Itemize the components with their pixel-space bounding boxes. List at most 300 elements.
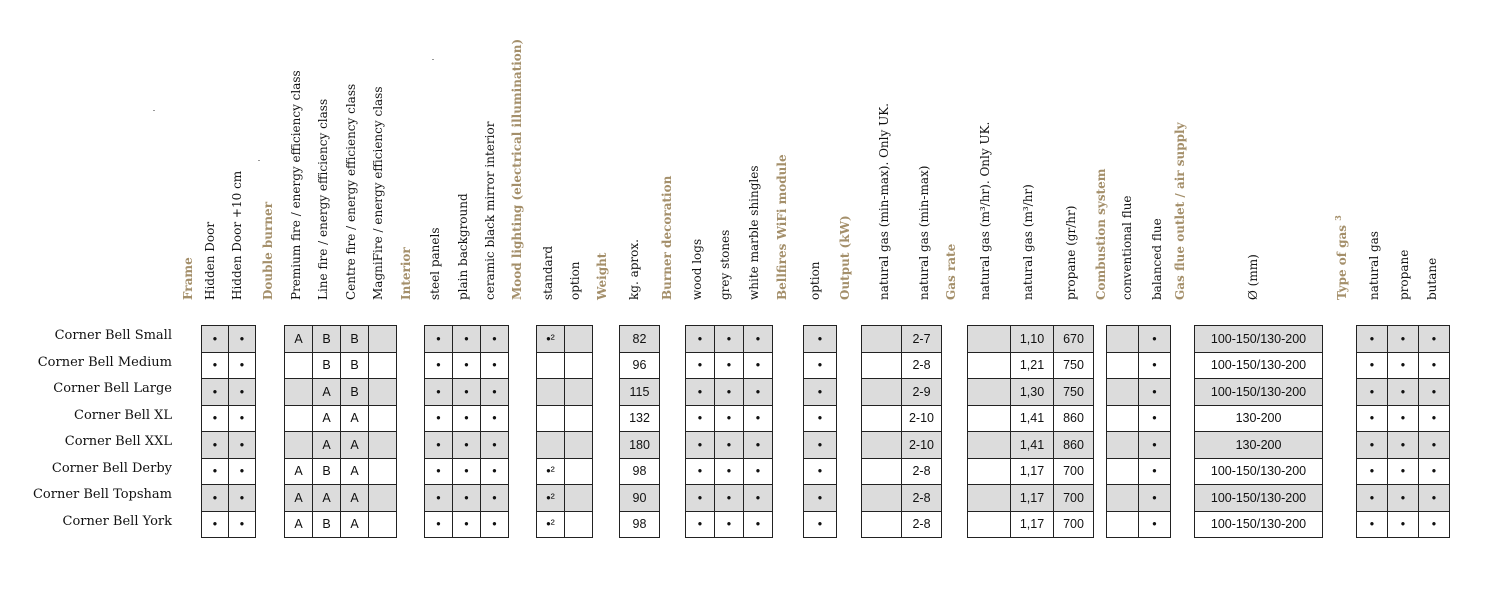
mood-cell [537,352,565,379]
burner-table [284,325,397,538]
rate-cell [968,326,1011,353]
frame-cell: • [229,485,256,512]
comb-cell: • [1139,511,1171,538]
comb-cell [1107,458,1139,485]
flue-table [1194,325,1323,538]
rate-cell: 1,30 [1011,379,1054,406]
deco-cell: • [715,352,744,379]
rate-cell [968,458,1011,485]
table-row [537,326,593,353]
table-row [285,511,397,538]
deco-cell: • [744,458,773,485]
rate-cell [968,485,1011,512]
table-row [425,458,509,485]
mood-cell: •² [537,326,565,353]
header-kg-aprox: kg. aprox. [627,239,641,300]
gas-cell: • [1357,432,1388,459]
table-row [620,326,660,353]
table-row [620,432,660,459]
gas-cell: • [1388,432,1419,459]
comb-cell [1107,405,1139,432]
interior-cell: • [425,405,453,432]
header-gas-flue-outlet: Gas flue outlet / air supply [1173,122,1187,300]
table-row [804,326,837,353]
deco-cell: • [744,379,773,406]
header-standard: standard [541,245,555,300]
weight-cell: 96 [620,352,660,379]
deco-cell: • [744,326,773,353]
header-type-of-gas [1335,215,1349,300]
header-combustion: Combustion system [1094,168,1108,300]
row-label: Corner Bell Topsham [32,487,172,502]
rate-cell: 1,17 [1011,485,1054,512]
table-row [425,485,509,512]
wifi-cell: • [804,485,837,512]
deco-cell: • [744,405,773,432]
frame-cell: • [229,405,256,432]
frame-cell: • [202,352,229,379]
burner-cell [369,458,397,485]
comb-cell: • [1139,326,1171,353]
burner-cell [285,405,313,432]
table-row [1107,326,1171,353]
table-row [202,326,256,353]
interior-cell: • [481,458,509,485]
frame-cell: • [229,379,256,406]
output-cell: 2-10 [902,432,942,459]
gas-cell: • [1388,458,1419,485]
table-row [285,432,397,459]
table-row [686,511,773,538]
type-of-gas-sup: 3 [1333,215,1343,221]
mood-cell [565,511,593,538]
header-output-ng-uk: natural gas (min-max). Only UK. [877,103,891,300]
table-row [425,352,509,379]
frame-cell: • [202,458,229,485]
burner-cell: B [313,352,341,379]
rate-cell: 1,41 [1011,405,1054,432]
header-centre-fire: Centre fire / energy efficiency class [344,83,358,300]
comb-cell [1107,511,1139,538]
header-premium-fire: Premium fire / energy efficiency class [289,70,303,300]
interior-cell: • [453,511,481,538]
wifi-cell: • [804,511,837,538]
burner-cell: A [341,432,369,459]
speck-mark [153,110,155,111]
output-cell [862,405,902,432]
weight-cell: 132 [620,405,660,432]
mood-cell [565,405,593,432]
table-row [686,405,773,432]
rate-cell: 860 [1054,405,1094,432]
mood-table [536,325,593,538]
interior-cell: • [481,485,509,512]
header-conventional-flue: conventional flue [1120,195,1134,300]
table-row [1357,326,1450,353]
burner-cell: A [341,485,369,512]
output-cell [862,458,902,485]
table-row [686,326,773,353]
table-row [425,326,509,353]
table-row [1357,458,1450,485]
frame-cell: • [229,326,256,353]
header-tg-propane: propane [1397,249,1411,300]
table-row [1195,432,1323,459]
burner-cell: A [341,405,369,432]
table-row [202,379,256,406]
frame-cell: • [202,326,229,353]
header-plain-background: plain background [456,193,470,300]
table-row [1107,352,1171,379]
burner-cell: A [285,458,313,485]
table-row [1195,405,1323,432]
table-row [620,405,660,432]
table-row [285,485,397,512]
table-row [620,352,660,379]
deco-cell: • [686,326,715,353]
mood-cell [565,432,593,459]
header-grey-stones: grey stones [718,229,732,300]
table-row [285,379,397,406]
table-row [968,352,1094,379]
output-cell: 2-10 [902,405,942,432]
table-row [1195,352,1323,379]
burner-cell [285,379,313,406]
header-output: Output (kW) [838,215,852,300]
mood-cell [565,326,593,353]
table-row [862,405,942,432]
table-row [202,458,256,485]
table-row [1107,485,1171,512]
frame-cell: • [229,352,256,379]
decoration-table [685,325,773,538]
deco-cell: • [686,352,715,379]
table-row [1357,485,1450,512]
table-row [1195,485,1323,512]
table-row [1195,458,1323,485]
row-label: Corner Bell Small [54,328,172,343]
table-row [202,405,256,432]
frame-table [201,325,256,538]
rate-cell: 700 [1054,511,1094,538]
output-cell: 2-8 [902,485,942,512]
table-row [537,485,593,512]
table-row [1107,432,1171,459]
table-row [1357,379,1450,406]
mood-cell: •² [537,511,565,538]
rate-cell [968,432,1011,459]
interior-cell: • [453,405,481,432]
deco-cell: • [715,458,744,485]
table-row [620,511,660,538]
table-row [862,485,942,512]
table-row [620,458,660,485]
output-cell: 2-8 [902,352,942,379]
interior-cell: • [425,326,453,353]
gas-cell: • [1388,326,1419,353]
table-row [862,511,942,538]
interior-cell: • [425,379,453,406]
burner-cell: B [341,352,369,379]
interior-cell: • [481,352,509,379]
row-label: Corner Bell Derby [51,460,172,476]
burner-cell [369,379,397,406]
header-line-fire: Line fire / energy efficiency class [316,98,330,300]
row-label: Corner Bell XL [74,407,172,423]
deco-cell: • [686,485,715,512]
gas-cell: • [1388,352,1419,379]
frame-cell: • [202,379,229,406]
table-row [804,352,837,379]
mood-cell [537,432,565,459]
wifi-cell: • [804,352,837,379]
table-row [1107,405,1171,432]
row-label: Corner Bell York [62,513,172,529]
gas-cell: • [1419,405,1450,432]
header-tg-natural: natural gas [1367,231,1381,300]
header-output-ng: natural gas (min-max) [917,165,931,300]
deco-cell: • [715,405,744,432]
burner-cell: A [285,485,313,512]
table-row [425,432,509,459]
gas-cell: • [1419,432,1450,459]
interior-cell: • [425,432,453,459]
mood-cell [565,379,593,406]
header-diameter: Ø (mm) [1246,254,1260,300]
mood-cell [537,405,565,432]
table-row [968,511,1094,538]
deco-cell: • [744,511,773,538]
table-row [1357,511,1450,538]
comb-cell: • [1139,405,1171,432]
gas-cell: • [1419,458,1450,485]
table-row [968,326,1094,353]
table-row [862,432,942,459]
mood-cell: •² [537,485,565,512]
header-hidden-door: Hidden Door [203,221,217,300]
weight-cell: 115 [620,379,660,406]
gas-rate-table [967,325,1094,538]
flue-cell: 100-150/130-200 [1195,326,1323,353]
comb-cell: • [1139,485,1171,512]
header-gas-rate: Gas rate [944,243,958,300]
comb-cell [1107,326,1139,353]
flue-cell: 100-150/130-200 [1195,352,1323,379]
gas-cell: • [1357,326,1388,353]
rate-cell [968,379,1011,406]
gas-cell: • [1357,405,1388,432]
table-row [968,432,1094,459]
table-row [686,379,773,406]
interior-cell: • [481,432,509,459]
gas-cell: • [1419,352,1450,379]
weight-cell: 98 [620,458,660,485]
table-row [862,379,942,406]
burner-cell: A [341,511,369,538]
rate-cell: 750 [1054,352,1094,379]
deco-cell: • [715,485,744,512]
weight-cell: 180 [620,432,660,459]
header-rate-propane: propane (gr/hr) [1064,205,1078,300]
row-label: Corner Bell Medium [37,354,172,370]
interior-table [424,325,509,538]
table-row [686,485,773,512]
burner-cell [369,432,397,459]
table-row [537,432,593,459]
deco-cell: • [715,511,744,538]
gas-cell: • [1357,379,1388,406]
table-row [968,485,1094,512]
wifi-cell: • [804,432,837,459]
burner-cell: A [313,405,341,432]
output-cell [862,511,902,538]
weight-cell: 82 [620,326,660,353]
burner-cell [285,432,313,459]
interior-cell: • [425,458,453,485]
output-cell [862,485,902,512]
table-row [425,511,509,538]
header-weight: Weight [595,252,609,300]
wifi-cell: • [804,458,837,485]
table-row [537,379,593,406]
header-mood-lighting: Mood lighting (electrical illumination) [510,38,524,300]
deco-cell: • [686,405,715,432]
header-ceramic-black: ceramic black mirror interior [483,121,497,300]
table-row [804,432,837,459]
wifi-cell: • [804,379,837,406]
header-magnifire: MagniFire / energy efficiency class [371,86,385,300]
mood-cell [565,458,593,485]
rate-cell [968,511,1011,538]
output-cell: 2-8 [902,511,942,538]
interior-cell: • [453,432,481,459]
wifi-cell: • [804,326,837,353]
flue-cell: 100-150/130-200 [1195,379,1323,406]
deco-cell: • [744,485,773,512]
rate-cell [968,352,1011,379]
comb-cell [1107,432,1139,459]
deco-cell: • [686,432,715,459]
output-cell: 2-8 [902,458,942,485]
burner-cell: B [313,511,341,538]
header-rate-ng: natural gas (m³/hr) [1021,184,1035,300]
comb-cell: • [1139,458,1171,485]
table-row [1195,511,1323,538]
table-row [1107,458,1171,485]
gas-cell: • [1388,405,1419,432]
comb-cell: • [1139,352,1171,379]
burner-cell [369,511,397,538]
interior-cell: • [481,511,509,538]
deco-cell: • [686,458,715,485]
header-wood-logs: wood logs [690,238,704,300]
header-white-marble: white marble shingles [747,165,761,300]
flue-cell: 100-150/130-200 [1195,458,1323,485]
header-burner-decoration: Burner decoration [660,175,674,300]
table-row [537,405,593,432]
burner-cell: A [313,432,341,459]
comb-cell [1107,485,1139,512]
mood-cell [565,485,593,512]
deco-cell: • [715,432,744,459]
wifi-cell: • [804,405,837,432]
burner-cell: B [341,326,369,353]
table-row [686,458,773,485]
frame-cell: • [229,511,256,538]
header-hidden-door-10: Hidden Door +10 cm [230,170,244,300]
comb-cell [1107,352,1139,379]
table-row [686,432,773,459]
flue-cell: 130-200 [1195,432,1323,459]
burner-cell: A [313,485,341,512]
table-row [285,352,397,379]
weight-table [619,325,660,538]
rate-cell: 1,10 [1011,326,1054,353]
gas-cell: • [1419,485,1450,512]
frame-cell: • [229,432,256,459]
burner-cell: B [341,379,369,406]
table-row [202,511,256,538]
table-row [686,352,773,379]
table-row [1195,326,1323,353]
header-interior: Interior [399,247,413,300]
table-row [1357,405,1450,432]
burner-cell: A [341,458,369,485]
gas-cell: • [1388,485,1419,512]
frame-cell: • [202,511,229,538]
burner-cell [369,352,397,379]
output-cell [862,352,902,379]
output-cell: 2-9 [902,379,942,406]
table-row [1195,379,1323,406]
table-row [1107,511,1171,538]
rate-cell: 1,17 [1011,511,1054,538]
table-row [968,405,1094,432]
gas-cell: • [1419,326,1450,353]
comb-cell: • [1139,379,1171,406]
gas-cell: • [1357,511,1388,538]
row-label: Corner Bell Large [53,381,172,396]
gas-cell: • [1357,485,1388,512]
table-row [202,432,256,459]
rate-cell: 670 [1054,326,1094,353]
interior-cell: • [481,326,509,353]
deco-cell: • [744,352,773,379]
table-row [862,458,942,485]
header-steel-panels: steel panels [428,227,442,300]
rate-cell: 1,41 [1011,432,1054,459]
interior-cell: • [453,485,481,512]
burner-cell: B [313,326,341,353]
output-cell [862,326,902,353]
burner-cell [285,352,313,379]
table-row [202,485,256,512]
burner-cell: A [285,511,313,538]
deco-cell: • [686,511,715,538]
table-row [285,405,397,432]
frame-cell: • [202,432,229,459]
rate-cell: 860 [1054,432,1094,459]
comb-cell: • [1139,432,1171,459]
rate-cell: 700 [1054,485,1094,512]
table-row [804,458,837,485]
header-wifi-option: option [808,261,822,300]
combustion-table [1106,325,1171,538]
header-double-burner: Double burner [261,201,275,300]
table-row [285,458,397,485]
deco-cell: • [715,326,744,353]
table-row [804,379,837,406]
